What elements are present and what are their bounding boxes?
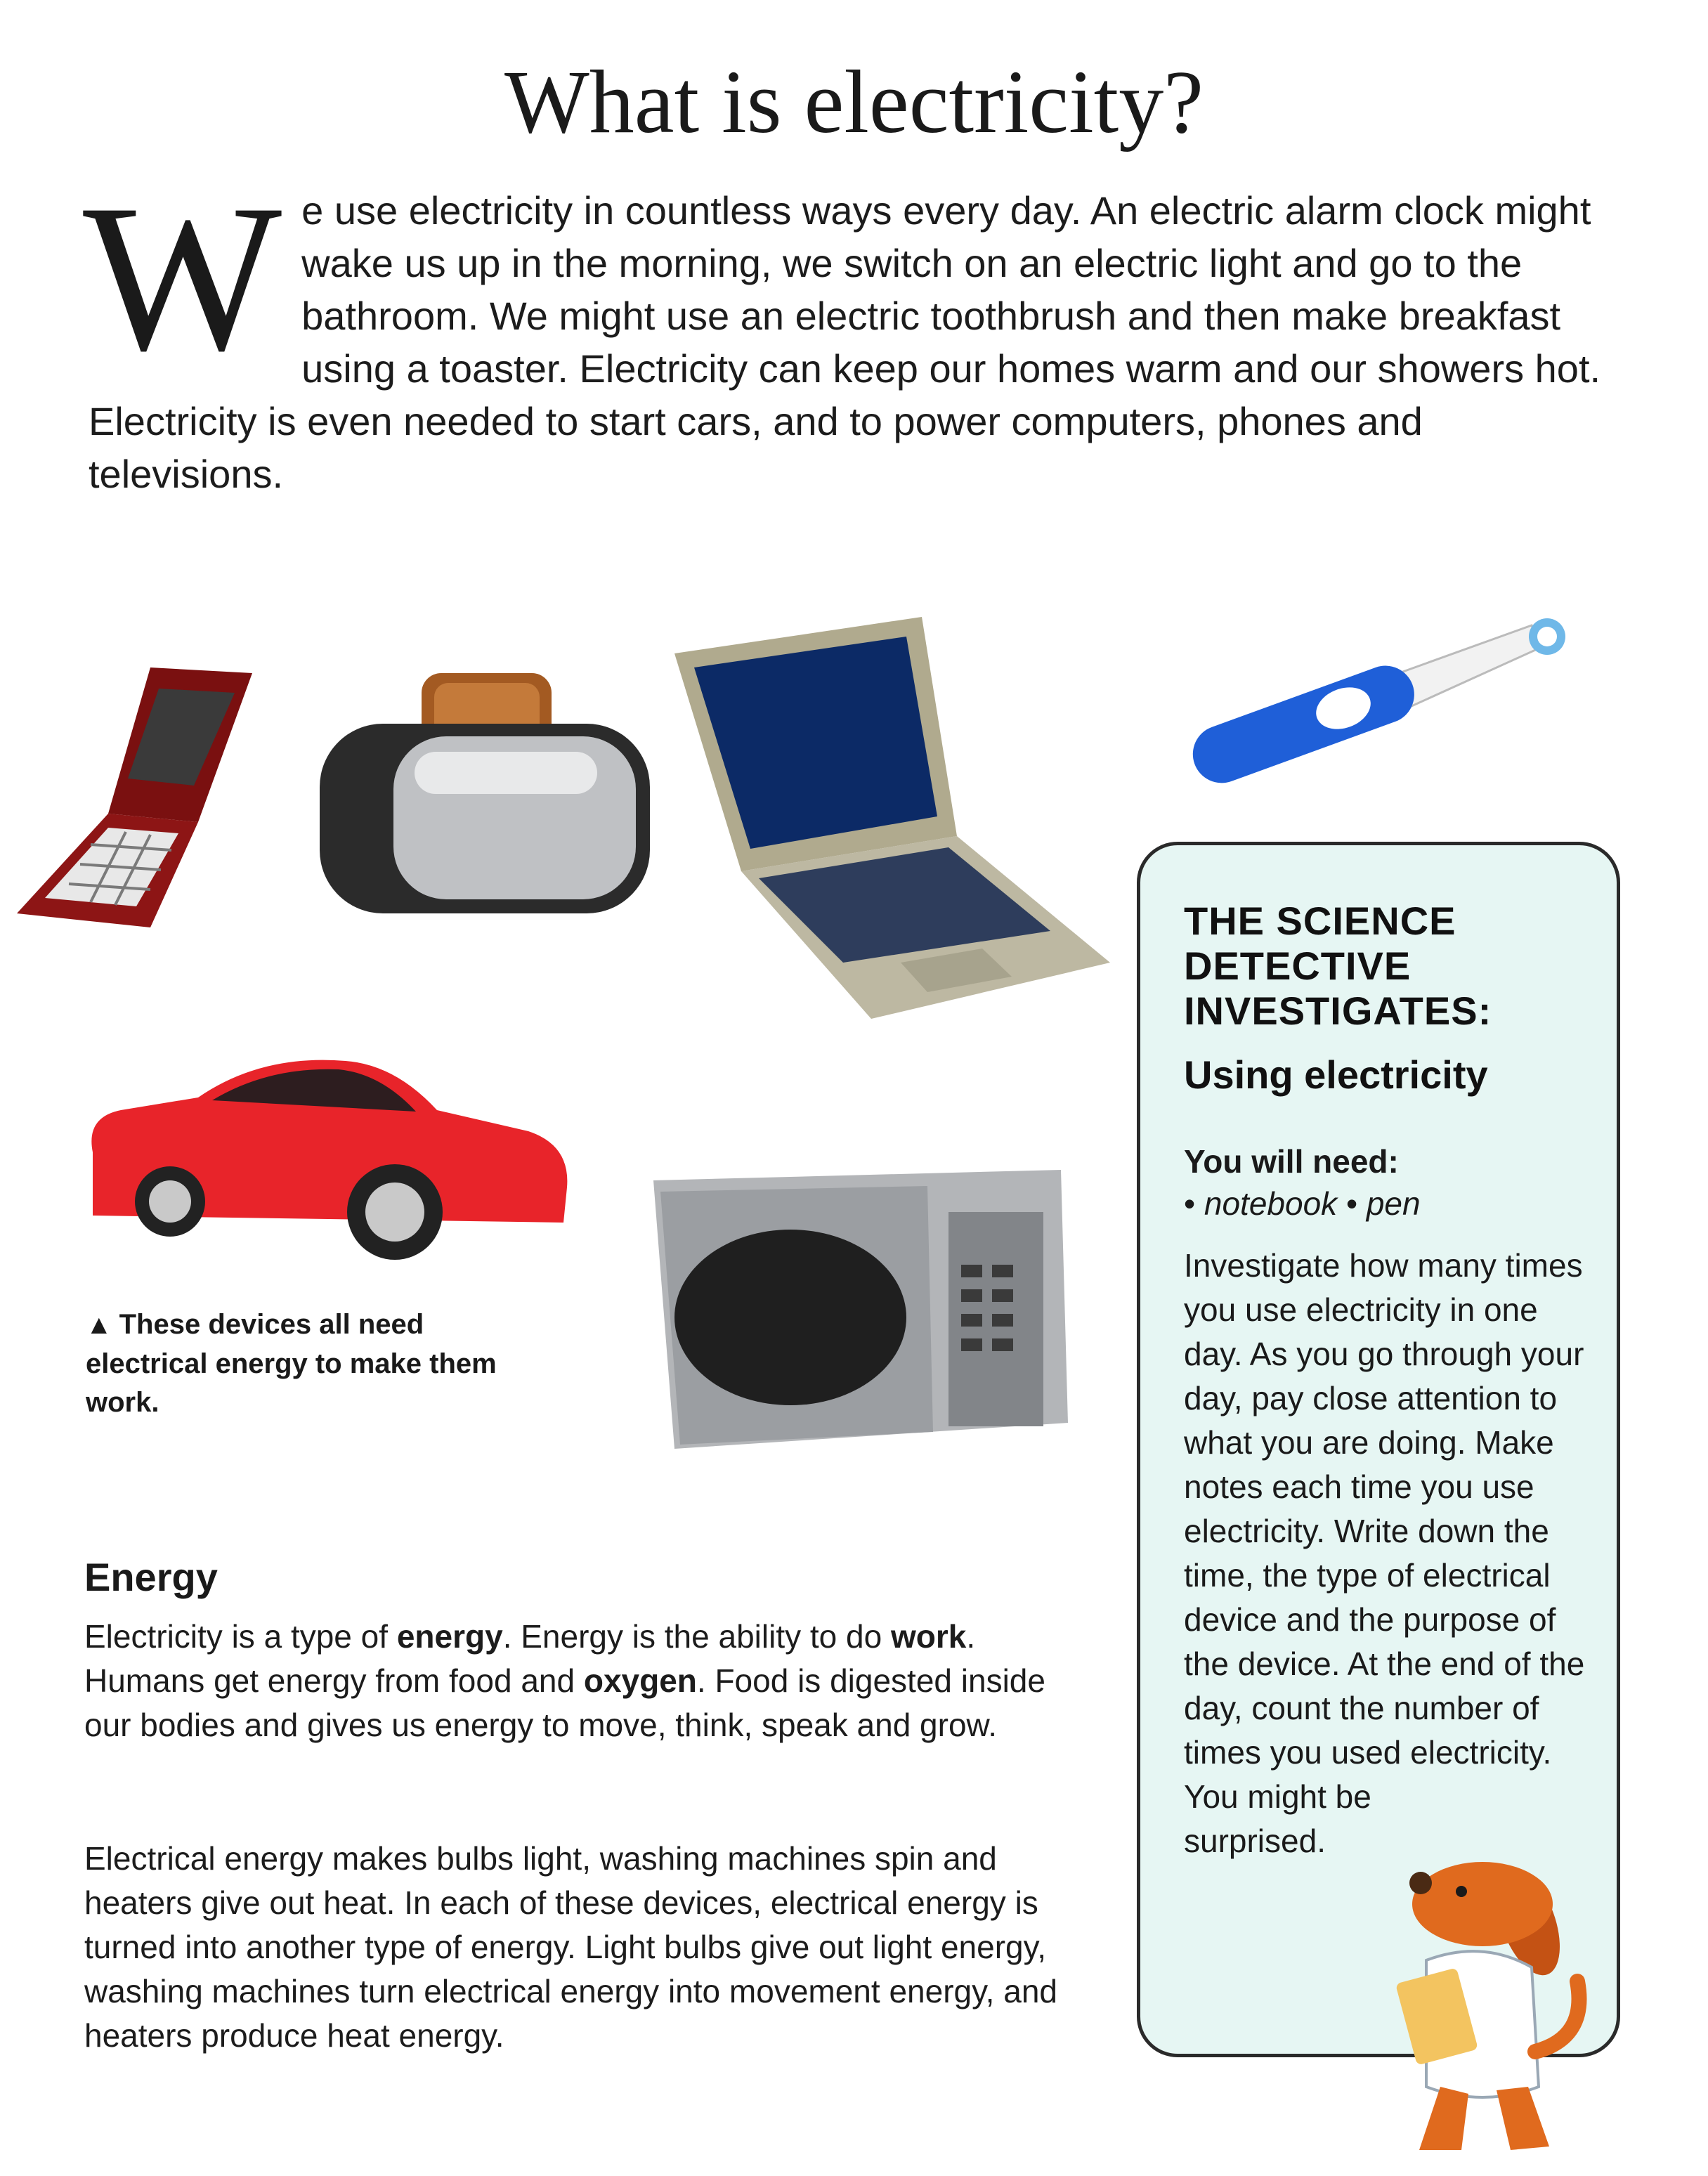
intro-paragraph (83, 161, 1606, 500)
bullet-icon: • (1184, 1185, 1196, 1222)
laptop-illustration (667, 611, 1117, 1026)
box-heading-line: THE SCIENCE (1184, 899, 1456, 943)
box-heading-line: INVESTIGATES: (1184, 989, 1492, 1033)
intro-text: e use electricity in countless ways every day. An electric alarm clock might wake us up in the morning, we switch on an electric light and go to the bathroom. We might use an electric toothbrush and then make breakfast using a toaster. Electricity can keep our homes warm and our showers hot. Electricity is even needed to start cars, and to power computers, phones and televisions. (89, 188, 1601, 496)
toaster-illustration (309, 667, 660, 927)
devices-caption (86, 1305, 521, 1422)
toothbrush-handle (1185, 658, 1422, 791)
p1-seg: . Energy is the ability to do (502, 1618, 891, 1655)
microwave-illustration (646, 1166, 1068, 1454)
car-illustration (79, 1033, 578, 1265)
box-heading (1184, 899, 1605, 1034)
need-item: notebook (1204, 1185, 1338, 1222)
bullet-icon: • (1345, 1185, 1358, 1222)
toothbrush-illustration (1180, 611, 1574, 794)
p1-term-oxygen: oxygen (583, 1662, 697, 1699)
need-item: pen (1366, 1185, 1421, 1222)
need-items (1184, 1185, 1605, 1223)
p1-term-energy: energy (396, 1618, 503, 1655)
p1-seg: . Humans get energy from food and (84, 1618, 976, 1699)
dog-nose (1409, 1872, 1432, 1894)
box-content (1184, 899, 1605, 1863)
p1-seg: . Food is digested inside our bodies and gives us energy to move, think, speak and grow. (84, 1662, 1045, 1743)
drop-cap: W (83, 161, 282, 394)
box-ending-line: surprised. (1184, 1823, 1326, 1859)
microwave-window (674, 1230, 906, 1405)
dog-tail (1535, 1981, 1579, 2052)
p1-seg: Electricity is a type of (84, 1618, 397, 1655)
p1-term-work: work (890, 1618, 967, 1655)
energy-paragraph-2: Electrical energy makes bulbs light, washing machines spin and heaters give out heat. In each of these devices, electrical energy is turned into another type of energy. Light bulbs give out light energy, washing machines turn electrical energy into movement energy, and heaters produce heat energy. (84, 1840, 1057, 2054)
need-label: You will need: (1184, 1143, 1399, 1180)
box-heading-line: DETECTIVE (1184, 944, 1412, 988)
energy-heading: Energy (84, 1555, 218, 1599)
box-body-text: Investigate how many times you use electricity in one day. As you go through your day, pay close attention to what you are doing. Make notes each time you use electricity. Write down the time, the type of electrical device and the purpose of the device. At the end of the day, count the number of times you used electricity. (1184, 1247, 1585, 1771)
energy-paragraph-1 (84, 1615, 1082, 1747)
detective-dog-illustration (1377, 1855, 1588, 2164)
mobile-phone-illustration (10, 660, 263, 942)
dog-eye (1456, 1886, 1467, 1897)
dog-head (1412, 1862, 1553, 1946)
box-subheading: Using electricity (1184, 1053, 1488, 1097)
caption-text: These devices all need electrical energy to make them work. (86, 1309, 497, 1418)
triangle-icon: ▲ (86, 1310, 112, 1340)
page-title: What is electricity? (504, 52, 1204, 152)
box-ending (1184, 1775, 1605, 1863)
box-ending-line: You might be (1184, 1778, 1371, 1815)
